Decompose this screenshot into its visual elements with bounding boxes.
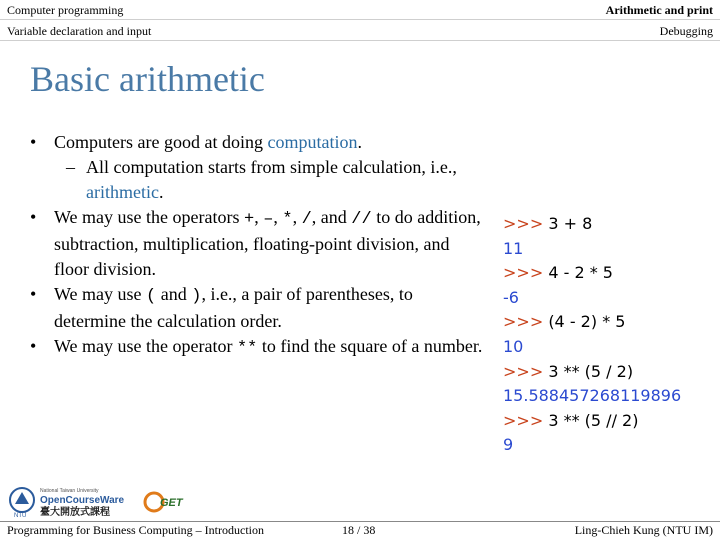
console-command: 3 + 8 (548, 214, 593, 233)
operator-plus: + (243, 210, 255, 229)
console-prompt: >>> (503, 410, 544, 430)
console-output: 11 (503, 238, 524, 258)
console-prompt: >>> (503, 263, 544, 283)
bullet-operators (30, 205, 485, 282)
console-command: (4 - 2) * 5 (548, 312, 626, 332)
bullet-text: All computation starts from simple calculation, i.e., (86, 157, 457, 177)
footer-course-title: Programming for Business Computing – Introduction (7, 523, 264, 537)
nav-arithmetic-and-print[interactable]: Arithmetic and print (605, 3, 713, 17)
bullet-dot-icon: • (30, 132, 37, 152)
operator-floor-divide: // (351, 210, 372, 229)
bullet-text: , i.e., a pair of parentheses, to determine the calculation order. (54, 284, 413, 331)
console-command: 3 ** (5 / 2) (548, 361, 634, 381)
console-prompt: >>> (503, 312, 544, 332)
operator-power: ** (236, 339, 258, 358)
sub-bullet-arithmetic (54, 155, 485, 205)
console-output: 10 (503, 336, 524, 356)
bullet-dot-icon: • (30, 284, 37, 304)
bullet-text: . (158, 182, 164, 202)
operator-minus: – (263, 210, 274, 229)
footer-divider (0, 521, 720, 522)
footer (0, 480, 720, 540)
console-input-line (503, 212, 681, 237)
bullet-dot-icon: • (30, 207, 37, 227)
bullet-text: We may use (54, 284, 147, 304)
bullet-text: Computers are good at doing (54, 132, 268, 152)
nav-computer-programming[interactable]: Computer programming (7, 3, 124, 17)
bullet-power (30, 334, 485, 361)
separator: , (254, 207, 264, 227)
console-input-line (503, 310, 681, 335)
header-row-bottom (0, 21, 720, 41)
separator: , (292, 207, 302, 227)
operator-open-paren: ( (146, 287, 157, 306)
separator: and (156, 284, 192, 304)
console-prompt: >>> (503, 214, 544, 233)
logo-line2: OpenCourseWare (40, 495, 125, 506)
logo-line1: National Taiwan University (40, 488, 99, 494)
bullet-dot-icon: • (30, 336, 37, 356)
console-input-line (503, 409, 681, 434)
nav-variable-declaration[interactable]: Variable declaration and input (7, 24, 152, 38)
logo-line3: 臺大開放式課程 (40, 507, 110, 518)
footer-author: Ling-Chieh Kung (NTU IM) (574, 523, 713, 537)
console-output: 9 (503, 435, 514, 455)
separator: , and (311, 207, 352, 227)
bullet-text: We may use the operators (54, 207, 244, 227)
bullet-text: to do addition, subtraction, multiplication, floating-point division, and floor division. (54, 207, 481, 279)
bullet-parentheses (30, 282, 485, 334)
bullet-list (30, 130, 485, 361)
console-command: 4 - 2 * 5 (548, 263, 613, 283)
operator-multiply: * (282, 210, 293, 229)
ntu-ocw-logo (6, 484, 186, 520)
slide-title: Basic arithmetic (30, 59, 265, 99)
separator: , (273, 207, 283, 227)
logo-ntu-text: NTU (14, 513, 27, 519)
console-prompt: >>> (503, 361, 544, 381)
nav-debugging[interactable]: Debugging (659, 24, 713, 38)
operator-divide: / (301, 210, 312, 229)
logo-get-text: GET (160, 497, 183, 509)
header-row-top (0, 0, 720, 20)
bullet-text: to find the square of a number. (257, 336, 483, 356)
bullet-text: . (357, 132, 362, 152)
dash-icon: – (66, 157, 75, 177)
console-output: 15.588457268119896 (503, 386, 682, 406)
console-command: 3 ** (5 // 2) (548, 410, 639, 430)
bullet-computation (30, 130, 485, 155)
highlight-computation: computation (267, 132, 358, 152)
console-output: -6 (503, 287, 519, 307)
highlight-arithmetic: arithmetic (86, 182, 159, 202)
operator-close-paren: ) (191, 287, 202, 306)
ntu-emblem-mark (15, 492, 29, 504)
bullet-text: We may use the operator (54, 336, 237, 356)
console-input-line (503, 360, 681, 385)
console-input-line (503, 261, 681, 286)
footer-page-number: 18 / 38 (342, 523, 376, 537)
python-console-example (503, 212, 681, 458)
